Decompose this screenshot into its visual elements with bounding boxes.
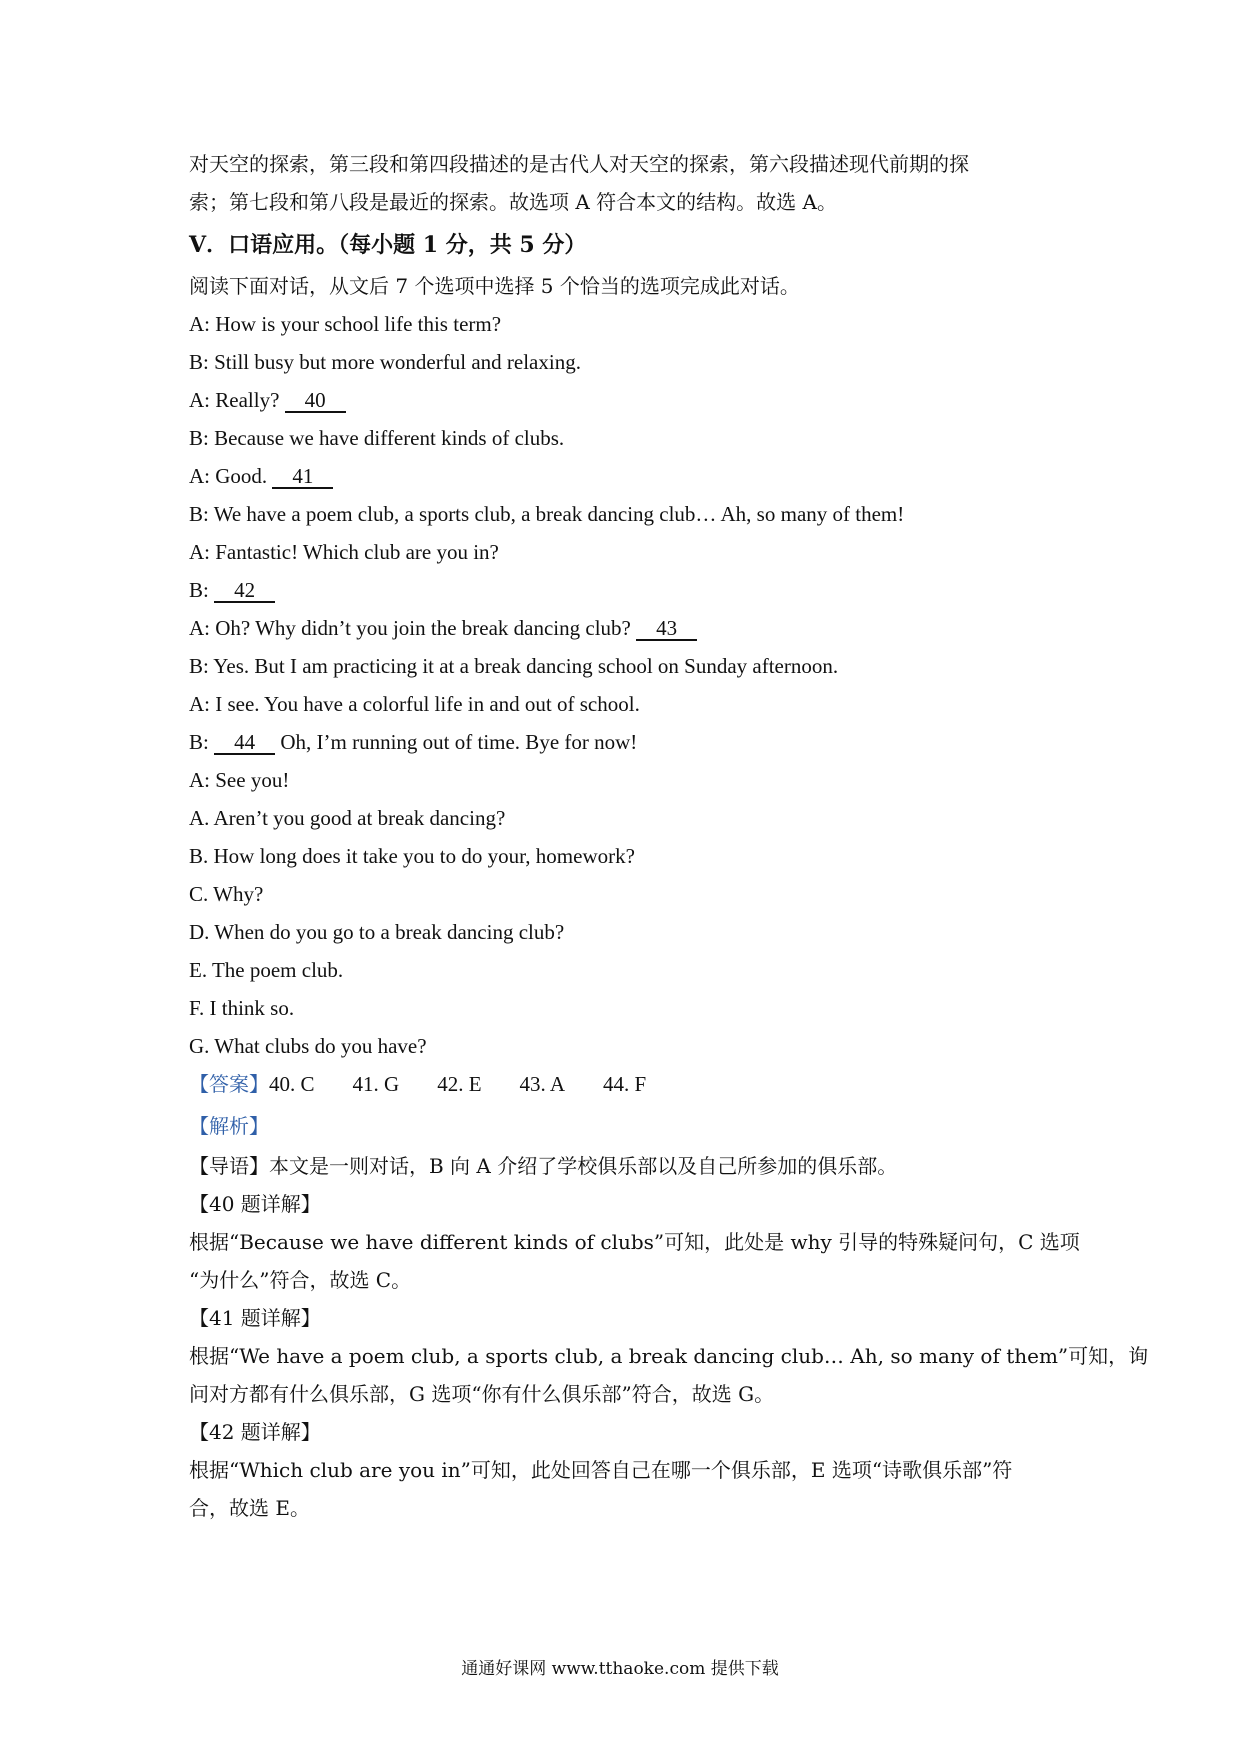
dialogue-prefix: A: Good. [189, 464, 273, 488]
section-instruction: 阅读下面对话，从文后 7 个选项中选择 5 个恰当的选项完成此对话。 [189, 274, 800, 298]
answer-blank: 40 [285, 389, 346, 413]
answer-blank: 42 [214, 579, 275, 603]
option-item: D. When do you go to a break dancing club? [189, 920, 565, 944]
answer-items [269, 1072, 646, 1096]
answer-item: 44. F [603, 1072, 647, 1096]
page-footer: 通通好课网 www.tthaoke.com 提供下载 [461, 1659, 779, 1679]
detail-text: 根据“We have a poem club, a sports club, a break dancing club… Ah, so many of them”可知，询 [189, 1344, 1149, 1368]
answer-item: 42. E [437, 1072, 482, 1096]
dialogue-line [189, 457, 1059, 495]
dialogue-line: B: We have a poem club, a sports club, a break dancing club… Ah, so many of them! [189, 502, 905, 526]
intro-line-1: 对天空的探索，第三段和第四段描述的是古代人对天空的探索，第六段描述现代前期的探 [189, 152, 969, 176]
answer-line [189, 1065, 1059, 1103]
dialogue-prefix: B: [189, 730, 215, 754]
dialogue-line: A: I see. You have a colorful life in and out of school. [189, 692, 640, 716]
option-item: A. Aren’t you good at break dancing? [189, 806, 506, 830]
dialogue-prefix: A: Oh? Why didn’t you join the break dancing club? [189, 616, 637, 640]
dialogue-line [189, 381, 1059, 419]
dialogue-line: A: See you! [189, 768, 290, 792]
analysis-label: 【解析】 [189, 1114, 269, 1138]
analysis-details [189, 1185, 1149, 1527]
intro-line-2: 索；第七段和第八段是最近的探索。故选项 A 符合本文的结构。故选 A。 [189, 190, 837, 214]
dialogue-prefix: A: Really? [189, 388, 285, 412]
detail-text: 问对方都有什么俱乐部，G 选项“你有什么俱乐部”符合，故选 G。 [189, 1382, 775, 1406]
detail-heading: 【41 题详解】 [189, 1306, 321, 1330]
option-item: C. Why? [189, 882, 264, 906]
dialogue-line: B: Still busy but more wonderful and relaxing. [189, 350, 581, 374]
detail-heading: 【42 题详解】 [189, 1420, 321, 1444]
option-item: B. How long does it take you to do your, homework? [189, 844, 635, 868]
option-item: E. The poem club. [189, 958, 344, 982]
options-list [189, 799, 1059, 1065]
answer-item: 43. A [519, 1072, 566, 1096]
answer-blank: 44 [214, 731, 275, 755]
dialogue-prefix: B: [189, 578, 215, 602]
analysis-guide: 【导语】本文是一则对话，B 向 A 介绍了学校俱乐部以及自己所参加的俱乐部。 [189, 1154, 898, 1178]
answer-blank: 43 [636, 617, 697, 641]
dialogue-suffix: Oh, I’m running out of time. Bye for now! [275, 730, 638, 754]
detail-heading: 【40 题详解】 [189, 1192, 321, 1216]
detail-text: 根据“Which club are you in”可知，此处回答自己在哪一个俱乐部，E 选项“诗歌俱乐部”符 [189, 1458, 1013, 1482]
detail-text: “为什么”符合，故选 C。 [189, 1268, 412, 1292]
dialogue-line [189, 723, 1059, 761]
answer-blank: 41 [272, 465, 333, 489]
dialogue-line: A: How is your school life this term? [189, 312, 502, 336]
answer-item: 41. G [352, 1072, 400, 1096]
dialogue [189, 305, 1059, 799]
option-item: G. What clubs do you have? [189, 1034, 427, 1058]
analysis-label-line [189, 1107, 1059, 1145]
option-item: F. I think so. [189, 996, 295, 1020]
detail-text: 合，故选 E。 [189, 1496, 310, 1520]
detail-text: 根据“Because we have different kinds of clubs”可知，此处是 why 引导的特殊疑问句，C 选项 [189, 1230, 1080, 1254]
dialogue-line [189, 609, 1059, 647]
dialogue-line: B: Because we have different kinds of clubs. [189, 426, 565, 450]
dialogue-line [189, 571, 1059, 609]
section-title: V．口语应用。（每小题 1 分，共 5 分） [189, 232, 587, 258]
answer-label: 【答案】 [189, 1072, 269, 1096]
page-content [189, 145, 1149, 1527]
answer-item: 40. C [269, 1072, 315, 1096]
dialogue-line: A: Fantastic! Which club are you in? [189, 540, 499, 564]
dialogue-line: B: Yes. But I am practicing it at a break dancing school on Sunday afternoon. [189, 654, 839, 678]
